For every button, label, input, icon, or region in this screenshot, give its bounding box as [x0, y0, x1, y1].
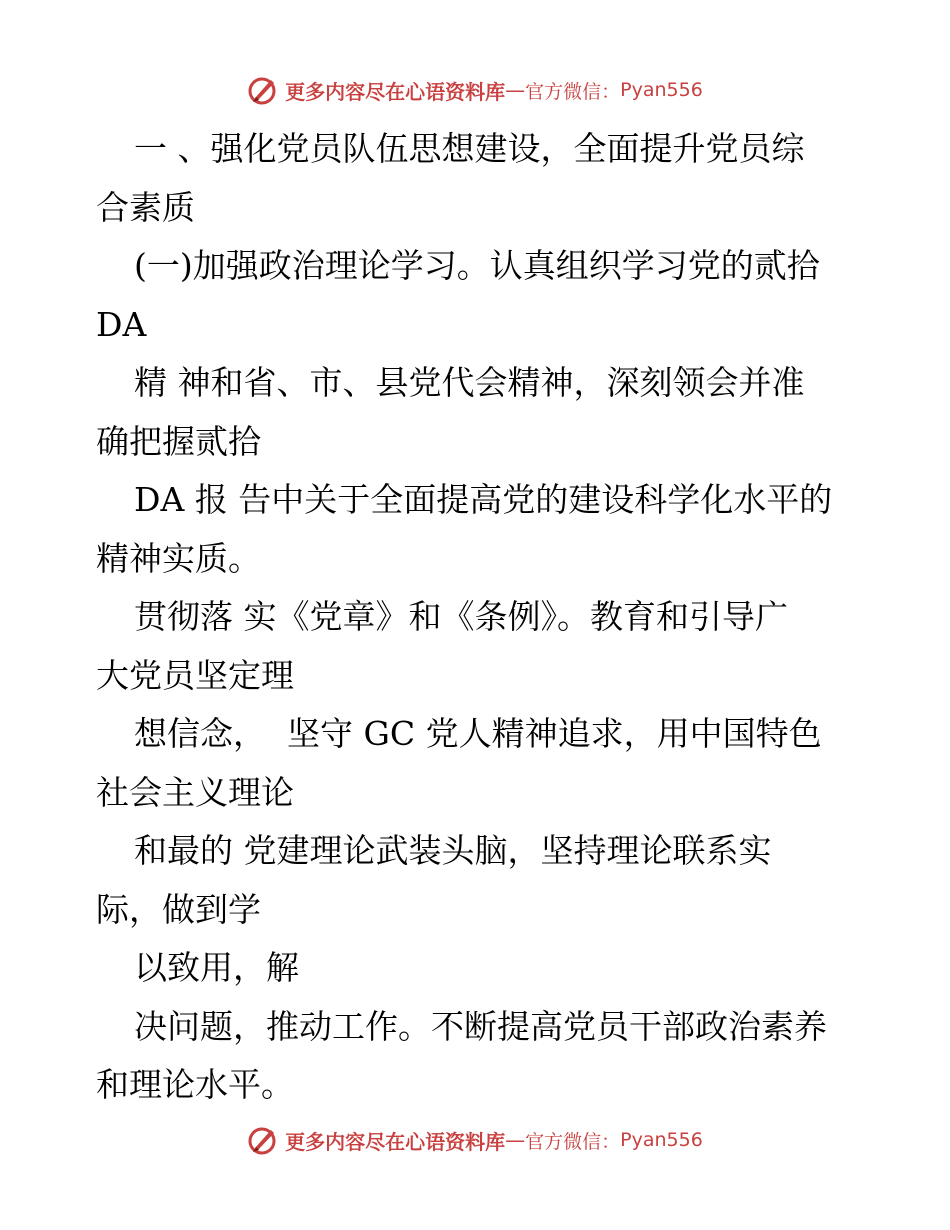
paragraph-line: 想信念， 坚守 GC 党人精神追求，用中国特色 [134, 714, 822, 753]
banner-site-name: 更多内容尽在心语资料库 [285, 1129, 506, 1154]
header-banner [0, 70, 950, 110]
document-body [96, 120, 856, 1115]
banner-wechat-id: Pyan556 [620, 79, 703, 101]
paragraph-line: 决问题，推动工作。不断提高党员干部政治素养 [134, 1006, 827, 1046]
paragraph-line: DA [96, 304, 147, 344]
paragraph-line: 际，做到学 [96, 889, 261, 929]
banner-wechat-label: 官方微信： [525, 80, 621, 103]
paragraph-line: 确把握贰拾 [96, 421, 261, 461]
banner-separator: — [505, 1128, 526, 1152]
paragraph-line: 以致用，解 [134, 948, 299, 987]
section-heading-line-1: 一 、强化党员队伍思想建设，全面提升党员综 [134, 129, 805, 168]
section-heading-line-2: 合素质 [96, 187, 195, 227]
paragraph-line: 社会主义理论 [96, 772, 294, 812]
banner-separator: — [505, 78, 526, 102]
quill-pen-logo-icon [247, 1124, 279, 1156]
paragraph-line: 和最的 党建理论武装头脑，坚持理论联系实 [134, 831, 772, 870]
quill-pen-logo-icon [247, 74, 279, 106]
paragraph-line: 贯彻落 实《党章》和《条例》。教育和引导广 [134, 597, 788, 636]
paragraph-line: (一)加强政治理论学习。认真组织学习党的贰拾 [134, 246, 820, 285]
banner-site-name: 更多内容尽在心语资料库 [285, 79, 506, 104]
paragraph-line: 大党员坚定理 [96, 655, 294, 695]
paragraph-line: 和理论水平。 [96, 1065, 294, 1104]
paragraph-line: 精 神和省、市、县党代会精神，深刻领会并准 [134, 363, 805, 402]
footer-banner [0, 1120, 950, 1160]
banner-wechat-id: Pyan556 [620, 1129, 703, 1151]
paragraph-line: 精神实质。 [96, 538, 261, 578]
paragraph-line: DA 报 告中关于全面提高党的建设科学化水平的 [134, 480, 833, 519]
banner-wechat-label: 官方微信： [525, 1130, 621, 1153]
